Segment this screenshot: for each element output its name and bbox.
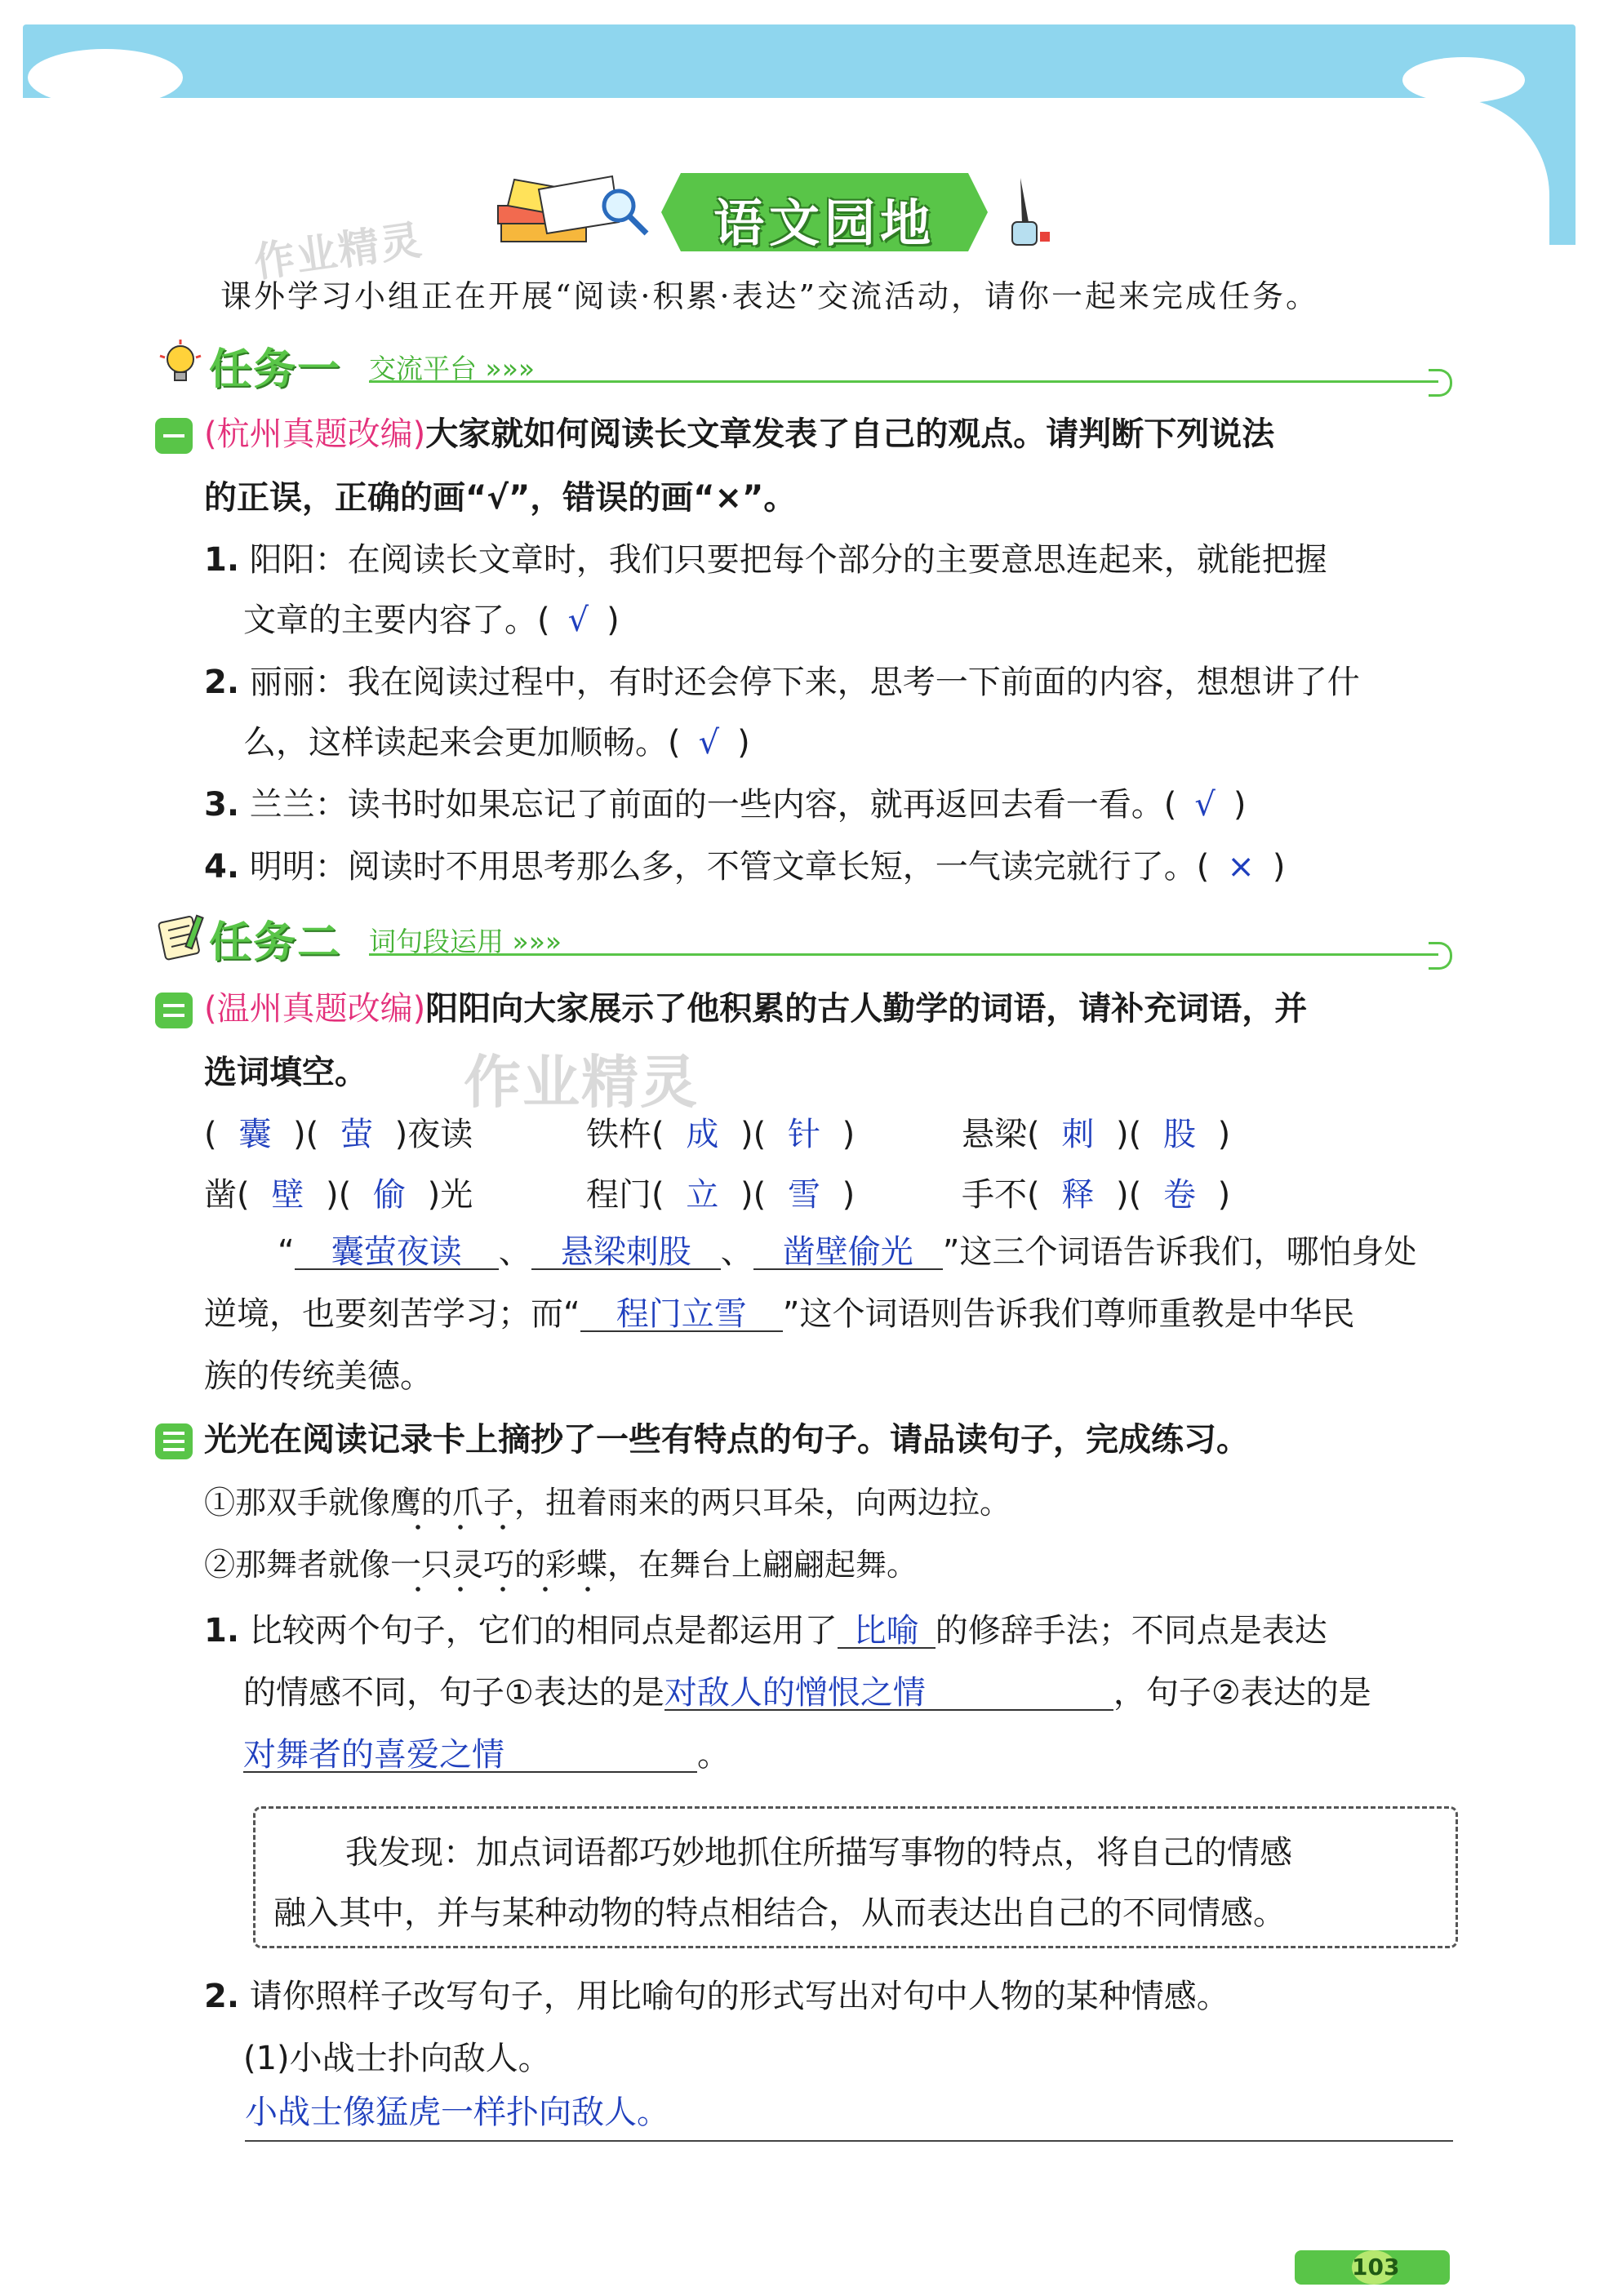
answer-blank: 凿壁偷光 <box>753 1236 943 1270</box>
question-2-prompt-cont: 选词填空。 <box>204 1054 367 1091</box>
answer: √ <box>567 602 589 639</box>
part-2-example: (1)小战士扑向敌人。 <box>243 2040 551 2077</box>
badge-mark <box>163 434 184 437</box>
task-1-title: 任务一 <box>209 345 342 394</box>
question-1-badge <box>155 418 193 454</box>
task-2-subtitle: 词句段运用 »»» <box>369 926 562 957</box>
task-2-header <box>155 908 1461 965</box>
quote-sentence-2: ②那舞者就像一只灵巧的彩蝶，在舞台上翩翩起舞。 <box>204 1547 918 1583</box>
idiom-2: 铁杵( 成 )( 针 ) <box>586 1116 856 1153</box>
badge-mark <box>163 1448 184 1451</box>
question-2-prompt: (温州真题改编)阳阳向大家展示了他积累的古人勤学的词语，请补充词语，并 <box>204 990 1308 1028</box>
discovery-box <box>253 1806 1458 1948</box>
part-1-cont2: 对舞者的喜爱之情 。 <box>243 1736 730 1774</box>
divider <box>369 380 1438 383</box>
part-2: 2. 请你照样子改写句子，用比喻句的形式写出对句中人物的某种情感。 <box>204 1978 1229 2015</box>
discovery-text: 我发现：加点词语都巧妙地抓住所描写事物的特点，将自己的情感 <box>345 1834 1292 1872</box>
watermark: 作业精灵 <box>251 215 426 287</box>
question-3-badge <box>155 1423 193 1459</box>
answer-blank: 程门立雪 <box>580 1298 783 1332</box>
divider-curl <box>1429 369 1452 397</box>
answer-blank: 对舞者的喜爱之情 <box>243 1739 697 1773</box>
emphasis-dots: 一只灵巧的彩蝶 <box>390 1547 608 1583</box>
q1-item-2-cont: 么，这样读起来会更加顺畅。( √ ) <box>243 724 750 762</box>
task-1-header <box>155 335 1461 392</box>
fill-line-1: “ 囊萤夜读 、 悬梁刺股 、 凿壁偷光 ”这三个词语告诉我们，哪怕身处 <box>278 1233 1417 1271</box>
q1-item-2: 2. 丽丽：我在阅读过程中，有时还会停下来，思考一下前面的内容，想想讲了什 <box>204 664 1360 701</box>
idiom-3: 悬梁( 刺 )( 股 ) <box>962 1116 1231 1153</box>
question-2-badge <box>155 993 193 1028</box>
divider-curl <box>1429 942 1452 970</box>
section-title <box>490 173 1061 255</box>
task-1-subtitle: 交流平台 »»» <box>369 353 536 384</box>
answer: √ <box>698 724 720 762</box>
watermark: 作业精灵 <box>464 1049 699 1116</box>
part-1: 1. 比较两个句子，它们的相同点是都运用了 比喻 的修辞手法；不同点是表达 <box>204 1612 1327 1650</box>
idiom-1: ( 囊 )( 萤 )夜读 <box>204 1116 473 1153</box>
question-1-prompt: (杭州真题改编)大家就如何阅读长文章发表了自己的观点。请判断下列说法 <box>204 415 1275 453</box>
divider <box>369 953 1438 956</box>
badge-mark <box>163 1004 184 1007</box>
badge-mark <box>163 1440 184 1443</box>
ink-pen-icon <box>1004 173 1053 255</box>
discovery-text-cont: 融入其中，并与某种动物的特点相结合，从而表达出自己的不同情感。 <box>273 1894 1286 1932</box>
answer-line <box>245 2140 1453 2142</box>
fill-line-3: 族的传统美德。 <box>204 1357 433 1395</box>
q1-item-1-cont: 文章的主要内容了。( √ ) <box>243 602 620 639</box>
badge-mark <box>163 1014 184 1017</box>
intro-text: 课外学习小组正在开展“阅读·积累·表达”交流活动，请你一起来完成任务。 <box>220 278 1320 314</box>
page-title: 语文园地 <box>713 193 936 253</box>
bulb-icon <box>155 338 206 389</box>
question-3-prompt: 光光在阅读记录卡上摘抄了一些有特点的句子。请品读句子，完成练习。 <box>204 1421 1249 1459</box>
answer: √ <box>1194 786 1216 824</box>
idiom-6: 手不( 释 )( 卷 ) <box>962 1176 1231 1214</box>
answer-blank: 囊萤夜读 <box>295 1236 499 1270</box>
notepad-icon <box>155 911 206 961</box>
fill-line-2: 逆境，也要刻苦学习；而“ 程门立雪 ”这个词语则告诉我们尊师重教是中华民 <box>204 1295 1355 1333</box>
idiom-5: 程门( 立 )( 雪 ) <box>586 1176 856 1214</box>
part-2-answer: 小战士像猛虎一样扑向敌人。 <box>245 2094 669 2131</box>
idiom-4: 凿( 壁 )( 偷 )光 <box>204 1176 473 1214</box>
q1-item-1: 1. 阳阳：在阅读长文章时，我们只要把每个部分的主要意思连起来，就能把握 <box>204 541 1327 579</box>
page-number-badge <box>1295 2250 1450 2285</box>
q1-item-3: 3. 兰兰：读书时如果忘记了前面的一些内容，就再返回去看一看。( √ ) <box>204 786 1247 824</box>
emphasis-dots: 鹰的爪子 <box>390 1485 515 1521</box>
badge-mark <box>163 1432 184 1435</box>
answer-blank: 对敌人的憎恨之情 <box>664 1676 1113 1711</box>
cloud <box>1402 57 1525 103</box>
books-icon <box>490 173 653 255</box>
part-1-cont: 的情感不同，句子①表达的是对敌人的憎恨之情 ，句子②表达的是 <box>243 1674 1371 1712</box>
question-1-prompt-cont: 的正误，正确的画“√”，错误的画“×”。 <box>204 479 797 517</box>
page-number: 103 <box>1352 2250 1396 2285</box>
answer-blank: 比喻 <box>838 1614 936 1649</box>
q1-item-4: 4. 明明：阅读时不用思考那么多，不管文章长短，一气读完就行了。( × ) <box>204 848 1286 886</box>
answer-blank: 悬梁刺股 <box>531 1236 721 1270</box>
answer: × <box>1227 848 1255 886</box>
task-2-title: 任务二 <box>209 918 342 967</box>
quote-sentence-1: ①那双手就像鹰的爪子，扭着雨来的两只耳朵，向两边拉。 <box>204 1485 1011 1521</box>
